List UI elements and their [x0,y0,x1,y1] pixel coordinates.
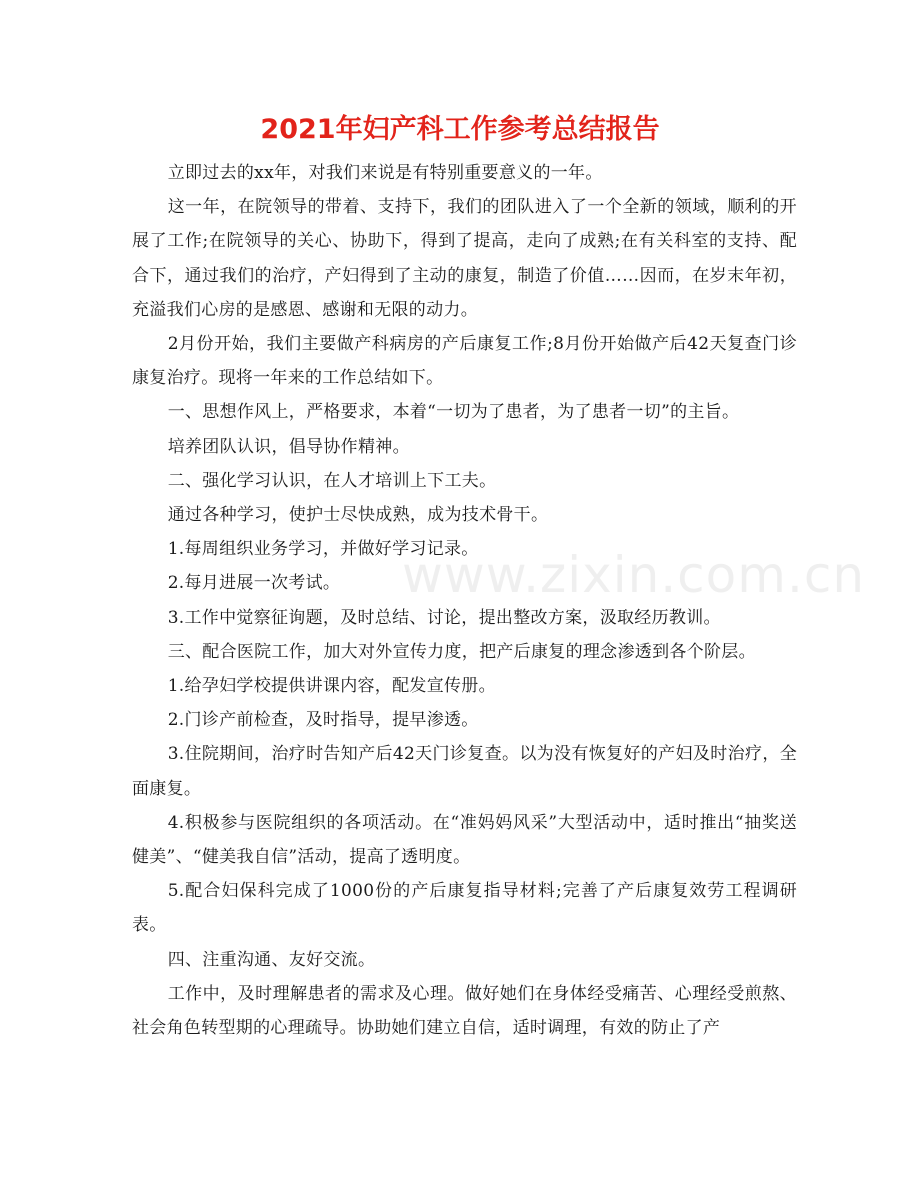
paragraph: 工作中，及时理解患者的需求及心理。做好她们在身体经受痛苦、心理经受煎熬、社会角色转型期的心理疏导。协助她们建立自信，适时调理，有效的防止了产 [132,983,797,1039]
paragraph: 通过各种学习，使护士尽快成熟，成为技术骨干。 [167,505,549,526]
paragraph: 2月份开始，我们主要做产科病房的产后康复工作;8月份开始做产后42天复查门诊康复治疗。现将一年来的工作总结如下。 [132,334,797,389]
paragraph: 4.积极参与医院组织的各项活动。在“准妈妈风采”大型活动中，适时推出“抽奖送健美”、“健美我自信”活动，提高了透明度。 [132,812,797,868]
document-title: 2021年妇产科工作参考总结报告 [260,114,660,145]
paragraph: 二、强化学习认识，在人才培训上下工夫。 [167,470,497,491]
paragraph: 这一年，在院领导的带着、支持下，我们的团队进入了一个全新的领域，顺利的开展了工作;在院领导的关心、协助下，得到了提高，走向了成熟;在有关科室的支持、配合下，通过我们的治疗，产妇得到了主动的康复，制造了价值……因而，在岁末年初，充溢我们心房的是感恩、感谢和无限的动力。 [132,197,797,320]
paragraph: 2.门诊产前检查，及时指导，提早渗透。 [167,710,479,731]
document-body [132,156,797,1045]
paragraph: 培养团队认识，倡导协作精神。 [167,436,410,457]
paragraph: 5.配合妇保科完成了1000份的产后康复指导材料;完善了产后康复效劳工程调研表。 [132,881,797,936]
paragraph: 1.每周组织业务学习，并做好学习记录。 [167,539,479,560]
paragraph: 立即过去的xx年，对我们来说是有特别重要意义的一年。 [167,163,603,183]
watermark: www.zixin.com.cn [402,546,866,604]
paragraph: 1.给孕妇学校提供讲课内容，配发宣传册。 [167,676,496,697]
paragraph: 3.工作中觉察征询题，及时总结、讨论，提出整改方案，汲取经历教训。 [167,607,721,628]
paragraph: 2.每月进展一次考试。 [167,573,341,594]
paragraph: 一、思想作风上，严格要求，本着“一切为了患者，为了患者一切”的主旨。 [167,402,740,423]
paragraph: 3.住院期间，治疗时告知产后42天门诊复查。以为没有恢复好的产妇及时治疗，全面康复。 [132,744,797,799]
paragraph: 四、注重沟通、友好交流。 [167,949,376,970]
paragraph: 三、配合医院工作，加大对外宣传力度，把产后康复的理念渗透到各个阶层。 [167,641,756,662]
